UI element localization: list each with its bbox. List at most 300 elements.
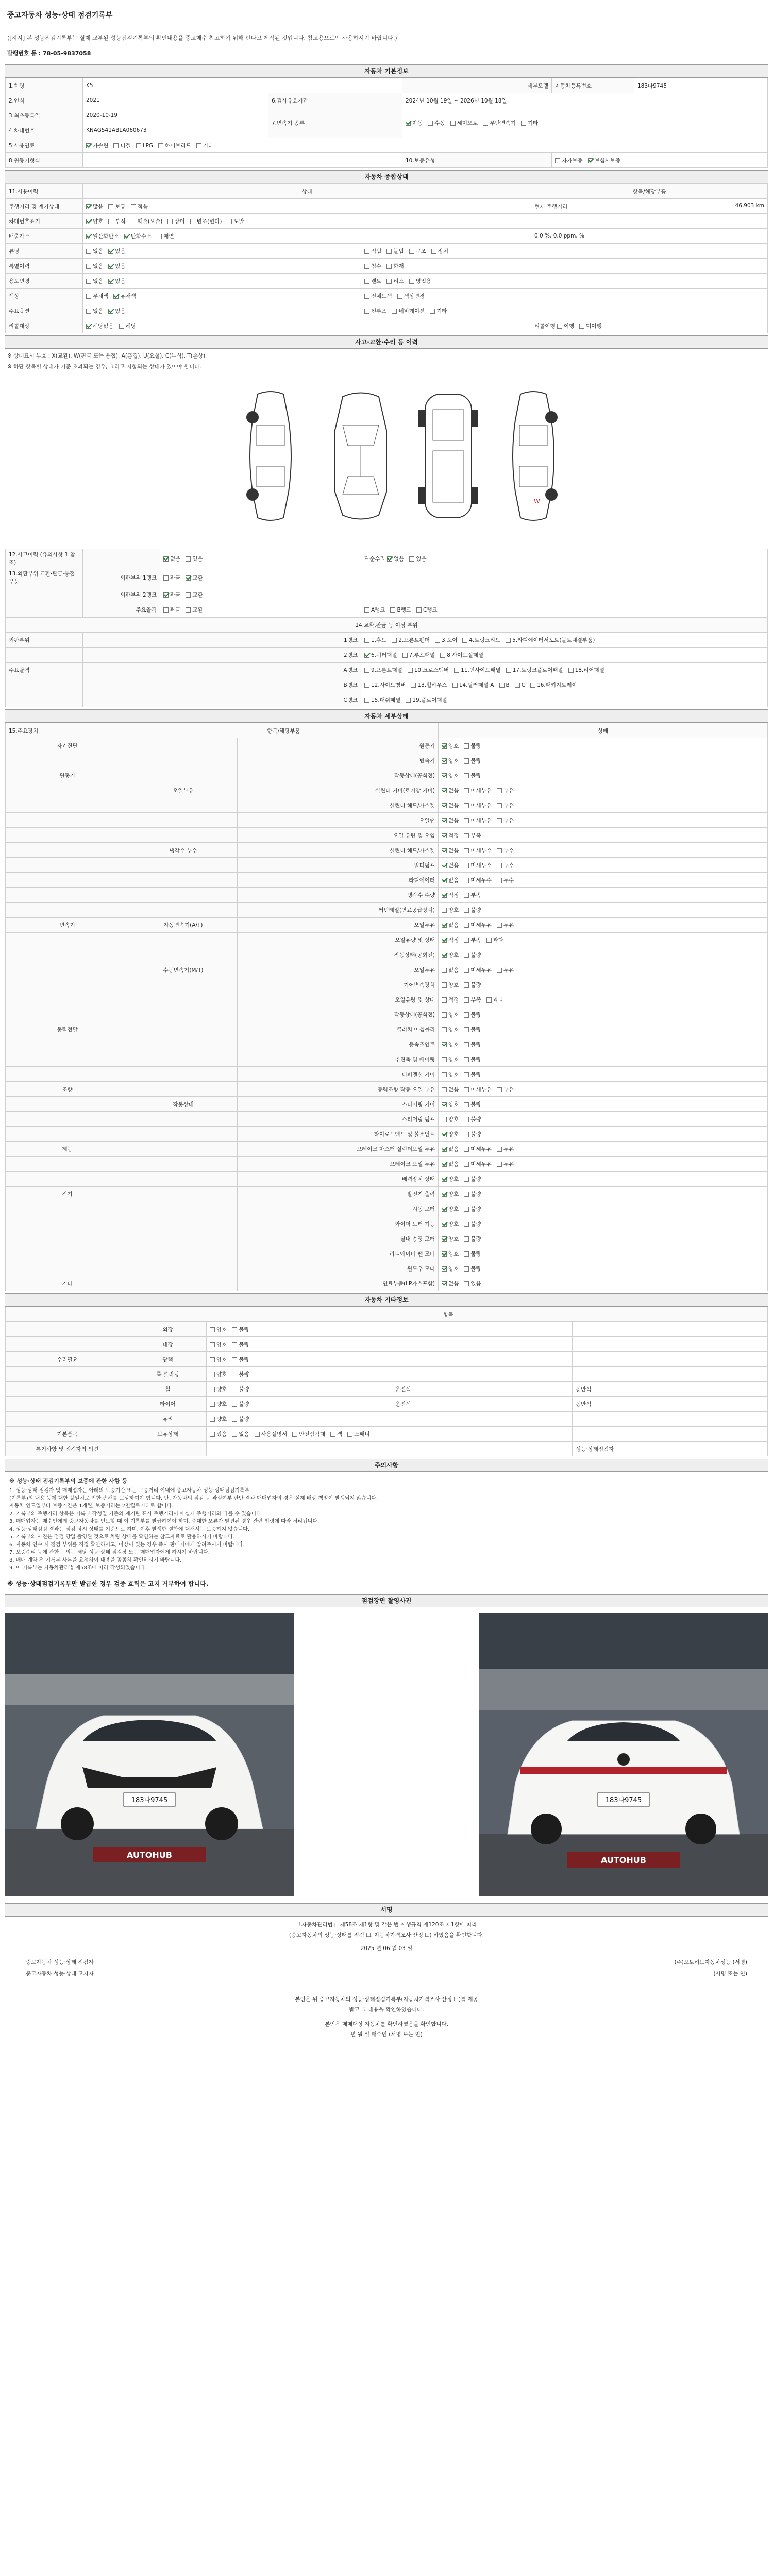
checkbox-option[interactable] [442,832,459,839]
checkbox-icon[interactable] [464,1177,469,1182]
checkbox-option[interactable] [131,217,163,225]
checkbox-icon[interactable] [483,121,488,126]
checkbox-option[interactable] [442,1041,459,1048]
checkbox-option[interactable] [464,817,492,824]
checkbox-option[interactable] [186,574,203,582]
checkbox-option[interactable] [464,832,481,839]
checkbox-option[interactable] [442,757,459,765]
checkbox-option[interactable] [497,861,514,869]
checkbox-option[interactable] [442,1265,459,1273]
checkbox-icon[interactable] [442,788,447,793]
checkbox-icon[interactable] [442,1177,447,1182]
checkbox-icon[interactable] [364,294,369,299]
checkbox-icon[interactable] [131,219,136,224]
checkbox-option[interactable] [86,142,108,149]
checkbox-icon[interactable] [442,938,447,943]
checkbox-icon[interactable] [163,556,169,562]
checkbox-icon[interactable] [196,143,201,148]
checkbox-option[interactable] [464,1280,481,1287]
checkbox-option[interactable] [232,1400,249,1408]
checkbox-icon[interactable] [442,968,447,973]
checkbox-icon[interactable] [255,1432,260,1437]
checkbox-icon[interactable] [521,121,526,126]
checkbox-icon[interactable] [409,249,414,254]
checkbox-icon[interactable] [464,1281,469,1286]
checkbox-icon[interactable] [186,592,191,598]
checkbox-option[interactable] [409,277,431,285]
checkbox-option[interactable] [113,142,130,149]
checkbox-icon[interactable] [186,607,191,613]
checkbox-option[interactable] [464,772,481,779]
checkbox-icon[interactable] [406,698,411,703]
checkbox-icon[interactable] [497,818,502,823]
checkbox-option[interactable] [464,1220,481,1228]
checkbox-option[interactable] [557,322,574,330]
checkbox-option[interactable] [464,1026,481,1033]
checkbox-icon[interactable] [442,863,447,868]
checkbox-option[interactable] [442,1190,459,1198]
checkbox-option[interactable] [397,292,425,300]
checkbox-icon[interactable] [108,309,113,314]
checkbox-icon[interactable] [442,848,447,853]
checkbox-option[interactable] [521,119,538,127]
checkbox-option[interactable] [442,1175,459,1183]
checkbox-icon[interactable] [442,893,447,898]
checkbox-icon[interactable] [442,1117,447,1122]
checkbox-option[interactable] [442,1220,459,1228]
checkbox-option[interactable] [442,1235,459,1243]
checkbox-icon[interactable] [108,204,113,209]
checkbox-icon[interactable] [450,121,456,126]
checkbox-icon[interactable] [506,638,511,643]
checkbox-icon[interactable] [464,1012,469,1018]
checkbox-option[interactable] [442,921,459,929]
checkbox-icon[interactable] [113,294,119,299]
checkbox-icon[interactable] [464,982,469,988]
checkbox-icon[interactable] [163,592,169,598]
checkbox-icon[interactable] [227,219,232,224]
checkbox-option[interactable] [442,906,459,914]
checkbox-option[interactable] [442,1086,459,1093]
checkbox-icon[interactable] [464,1162,469,1167]
checkbox-icon[interactable] [108,249,113,254]
checkbox-option[interactable] [464,861,492,869]
checkbox-icon[interactable] [364,638,369,643]
checkbox-option[interactable] [163,591,180,599]
checkbox-option[interactable] [442,996,459,1004]
checkbox-icon[interactable] [464,1087,469,1092]
checkbox-option[interactable] [464,876,492,884]
checkbox-icon[interactable] [232,1432,237,1437]
checkbox-option[interactable] [442,936,459,944]
checkbox-icon[interactable] [86,264,91,269]
checkbox-option[interactable] [442,1130,459,1138]
checkbox-icon[interactable] [464,758,469,764]
checkbox-option[interactable] [210,1430,227,1438]
checkbox-icon[interactable] [464,1117,469,1122]
checkbox-option[interactable] [210,1341,227,1348]
checkbox-icon[interactable] [464,1027,469,1032]
checkbox-option[interactable] [497,802,514,809]
checkbox-icon[interactable] [167,219,173,224]
checkbox-icon[interactable] [497,878,502,883]
checkbox-option[interactable] [464,1235,481,1243]
checkbox-icon[interactable] [364,279,369,284]
checkbox-option[interactable] [442,981,459,989]
checkbox-icon[interactable] [124,234,129,239]
checkbox-option[interactable] [555,157,583,164]
checkbox-icon[interactable] [497,923,502,928]
checkbox-option[interactable] [416,606,438,614]
checkbox-icon[interactable] [210,1327,215,1332]
checkbox-option[interactable] [392,307,425,315]
checkbox-option[interactable] [442,1160,459,1168]
checkbox-option[interactable] [292,1430,325,1438]
checkbox-option[interactable] [108,202,125,210]
checkbox-icon[interactable] [442,818,447,823]
checkbox-option[interactable] [464,1011,481,1019]
checkbox-icon[interactable] [409,556,414,562]
checkbox-option[interactable] [232,1341,249,1348]
checkbox-option[interactable] [464,1160,492,1168]
checkbox-option[interactable] [486,936,503,944]
checkbox-option[interactable] [364,696,400,704]
checkbox-icon[interactable] [464,743,469,749]
checkbox-option[interactable] [232,1326,249,1333]
checkbox-icon[interactable] [464,1072,469,1077]
checkbox-option[interactable] [464,1086,492,1093]
checkbox-option[interactable] [464,1115,481,1123]
checkbox-icon[interactable] [442,1132,447,1137]
checkbox-icon[interactable] [555,158,560,163]
checkbox-icon[interactable] [86,204,91,209]
checkbox-icon[interactable] [442,773,447,778]
checkbox-icon[interactable] [464,803,469,808]
checkbox-option[interactable] [386,262,404,270]
checkbox-icon[interactable] [431,249,436,254]
checkbox-option[interactable] [86,217,103,225]
checkbox-option[interactable] [464,1071,481,1078]
checkbox-icon[interactable] [402,653,408,658]
checkbox-option[interactable] [431,247,448,255]
checkbox-icon[interactable] [442,1102,447,1107]
checkbox-icon[interactable] [442,1266,447,1272]
checkbox-option[interactable] [464,787,492,794]
checkbox-option[interactable] [442,1056,459,1063]
checkbox-option[interactable] [390,606,411,614]
checkbox-icon[interactable] [406,121,411,126]
checkbox-option[interactable] [464,1175,481,1183]
checkbox-icon[interactable] [442,803,447,808]
checkbox-icon[interactable] [464,1147,469,1152]
checkbox-icon[interactable] [163,575,169,581]
checkbox-option[interactable] [450,119,478,127]
checkbox-option[interactable] [364,292,392,300]
checkbox-icon[interactable] [364,653,369,658]
checkbox-icon[interactable] [464,1057,469,1062]
checkbox-icon[interactable] [430,309,435,314]
checkbox-option[interactable] [186,606,203,614]
checkbox-icon[interactable] [442,1162,447,1167]
checkbox-option[interactable] [442,817,459,824]
checkbox-option[interactable] [497,1145,514,1153]
checkbox-option[interactable] [462,636,500,644]
checkbox-option[interactable] [131,202,148,210]
checkbox-option[interactable] [108,217,125,225]
checkbox-option[interactable] [464,921,492,929]
checkbox-icon[interactable] [464,908,469,913]
checkbox-icon[interactable] [497,788,502,793]
checkbox-icon[interactable] [515,683,520,688]
checkbox-icon[interactable] [464,938,469,943]
checkbox-option[interactable] [167,217,184,225]
checkbox-option[interactable] [464,1130,481,1138]
checkbox-option[interactable] [232,1355,249,1363]
checkbox-icon[interactable] [386,249,392,254]
checkbox-icon[interactable] [568,668,574,673]
checkbox-icon[interactable] [442,833,447,838]
checkbox-icon[interactable] [442,758,447,764]
checkbox-icon[interactable] [442,1281,447,1286]
checkbox-icon[interactable] [108,264,113,269]
checkbox-icon[interactable] [464,788,469,793]
checkbox-option[interactable] [464,936,481,944]
checkbox-option[interactable] [190,217,222,225]
checkbox-icon[interactable] [464,968,469,973]
checkbox-icon[interactable] [232,1357,237,1362]
checkbox-option[interactable] [440,651,483,659]
checkbox-icon[interactable] [364,698,369,703]
checkbox-icon[interactable] [486,997,492,1003]
checkbox-option[interactable] [163,606,180,614]
checkbox-icon[interactable] [364,249,369,254]
checkbox-option[interactable] [86,202,103,210]
checkbox-option[interactable] [210,1370,227,1378]
checkbox-option[interactable] [232,1430,249,1438]
checkbox-option[interactable] [386,277,404,285]
checkbox-icon[interactable] [464,848,469,853]
checkbox-option[interactable] [442,861,459,869]
checkbox-icon[interactable] [464,1132,469,1137]
checkbox-icon[interactable] [499,683,505,688]
checkbox-icon[interactable] [330,1432,335,1437]
checkbox-option[interactable] [506,636,595,644]
checkbox-option[interactable] [464,981,481,989]
checkbox-icon[interactable] [408,668,413,673]
checkbox-icon[interactable] [131,204,136,209]
checkbox-option[interactable] [464,966,492,974]
checkbox-option[interactable] [186,591,203,599]
checkbox-option[interactable] [124,232,152,240]
checkbox-icon[interactable] [86,294,91,299]
checkbox-icon[interactable] [416,607,422,613]
checkbox-icon[interactable] [442,1027,447,1032]
checkbox-icon[interactable] [387,556,392,562]
checkbox-icon[interactable] [464,1042,469,1047]
checkbox-icon[interactable] [190,219,195,224]
checkbox-option[interactable] [364,651,397,659]
checkbox-option[interactable] [86,322,114,330]
checkbox-icon[interactable] [497,863,502,868]
checkbox-icon[interactable] [442,743,447,749]
checkbox-option[interactable] [158,142,191,149]
checkbox-option[interactable] [86,307,103,315]
checkbox-icon[interactable] [210,1357,215,1362]
checkbox-option[interactable] [464,951,481,959]
checkbox-icon[interactable] [442,982,447,988]
checkbox-option[interactable] [442,1011,459,1019]
checkbox-icon[interactable] [464,923,469,928]
checkbox-icon[interactable] [347,1432,352,1437]
checkbox-option[interactable] [163,574,180,582]
checkbox-icon[interactable] [232,1402,237,1407]
checkbox-option[interactable] [408,666,449,674]
checkbox-icon[interactable] [464,818,469,823]
checkbox-option[interactable] [163,555,180,563]
checkbox-option[interactable] [452,681,494,689]
checkbox-icon[interactable] [364,309,369,314]
checkbox-option[interactable] [210,1326,227,1333]
checkbox-icon[interactable] [464,1236,469,1242]
checkbox-option[interactable] [364,666,402,674]
checkbox-icon[interactable] [86,249,91,254]
checkbox-icon[interactable] [86,279,91,284]
checkbox-icon[interactable] [411,683,416,688]
checkbox-option[interactable] [530,681,577,689]
checkbox-icon[interactable] [108,219,113,224]
checkbox-icon[interactable] [397,294,402,299]
checkbox-icon[interactable] [442,1207,447,1212]
checkbox-option[interactable] [454,666,501,674]
checkbox-option[interactable] [579,322,601,330]
checkbox-option[interactable] [86,247,103,255]
checkbox-option[interactable] [210,1400,227,1408]
checkbox-icon[interactable] [364,683,369,688]
checkbox-icon[interactable] [435,638,440,643]
checkbox-option[interactable] [442,787,459,794]
checkbox-option[interactable] [227,217,244,225]
checkbox-option[interactable] [506,666,563,674]
checkbox-icon[interactable] [364,668,369,673]
checkbox-option[interactable] [442,1280,459,1287]
checkbox-icon[interactable] [210,1417,215,1422]
checkbox-option[interactable] [568,666,604,674]
checkbox-option[interactable] [196,142,213,149]
checkbox-option[interactable] [392,636,430,644]
checkbox-option[interactable] [347,1430,369,1438]
checkbox-icon[interactable] [428,121,433,126]
checkbox-option[interactable] [442,1026,459,1033]
checkbox-icon[interactable] [442,1072,447,1077]
checkbox-option[interactable] [406,696,447,704]
checkbox-icon[interactable] [442,953,447,958]
checkbox-option[interactable] [464,802,492,809]
checkbox-icon[interactable] [464,893,469,898]
checkbox-option[interactable] [464,996,481,1004]
checkbox-icon[interactable] [210,1402,215,1407]
checkbox-option[interactable] [442,1071,459,1078]
checkbox-option[interactable] [136,143,153,149]
checkbox-icon[interactable] [163,607,169,613]
checkbox-option[interactable] [464,1041,481,1048]
checkbox-option[interactable] [442,951,459,959]
checkbox-icon[interactable] [579,324,584,329]
checkbox-option[interactable] [210,1415,227,1423]
checkbox-option[interactable] [364,681,406,689]
checkbox-option[interactable] [86,292,108,300]
checkbox-option[interactable] [364,262,381,270]
checkbox-option[interactable] [442,1205,459,1213]
checkbox-option[interactable] [464,1250,481,1258]
checkbox-icon[interactable] [392,638,397,643]
checkbox-icon[interactable] [119,324,124,329]
checkbox-option[interactable] [364,307,386,315]
checkbox-icon[interactable] [210,1432,215,1437]
checkbox-icon[interactable] [386,264,392,269]
checkbox-icon[interactable] [292,1432,297,1437]
checkbox-option[interactable] [464,1056,481,1063]
checkbox-icon[interactable] [210,1387,215,1392]
checkbox-icon[interactable] [113,143,119,148]
checkbox-option[interactable] [464,1265,481,1273]
checkbox-option[interactable] [464,1190,481,1198]
checkbox-icon[interactable] [464,953,469,958]
checkbox-icon[interactable] [464,878,469,883]
checkbox-icon[interactable] [464,1266,469,1272]
checkbox-option[interactable] [86,262,103,270]
checkbox-icon[interactable] [442,1236,447,1242]
checkbox-option[interactable] [515,682,525,688]
checkbox-icon[interactable] [210,1342,215,1347]
checkbox-option[interactable] [442,1115,459,1123]
checkbox-option[interactable] [364,636,386,644]
checkbox-icon[interactable] [409,279,414,284]
checkbox-icon[interactable] [442,1192,447,1197]
checkbox-icon[interactable] [158,143,163,148]
checkbox-icon[interactable] [186,575,191,581]
checkbox-option[interactable] [442,802,459,809]
checkbox-option[interactable] [464,742,481,750]
checkbox-option[interactable] [442,846,459,854]
checkbox-option[interactable] [186,555,203,563]
checkbox-icon[interactable] [486,938,492,943]
checkbox-option[interactable] [497,966,514,974]
checkbox-icon[interactable] [86,324,91,329]
checkbox-option[interactable] [464,906,481,914]
checkbox-option[interactable] [442,966,459,974]
checkbox-icon[interactable] [462,638,467,643]
checkbox-icon[interactable] [442,908,447,913]
checkbox-icon[interactable] [210,1372,215,1377]
checkbox-icon[interactable] [464,863,469,868]
checkbox-option[interactable] [364,247,381,255]
checkbox-icon[interactable] [530,683,535,688]
checkbox-icon[interactable] [497,1162,502,1167]
checkbox-option[interactable] [442,742,459,750]
checkbox-option[interactable] [497,817,514,824]
checkbox-icon[interactable] [232,1387,237,1392]
checkbox-icon[interactable] [86,219,91,224]
checkbox-icon[interactable] [464,1192,469,1197]
checkbox-icon[interactable] [464,773,469,778]
checkbox-option[interactable] [499,682,510,688]
checkbox-icon[interactable] [390,607,395,613]
checkbox-option[interactable] [497,921,514,929]
checkbox-option[interactable] [464,891,481,899]
checkbox-icon[interactable] [442,1147,447,1152]
checkbox-icon[interactable] [464,1251,469,1257]
checkbox-option[interactable] [108,307,125,315]
